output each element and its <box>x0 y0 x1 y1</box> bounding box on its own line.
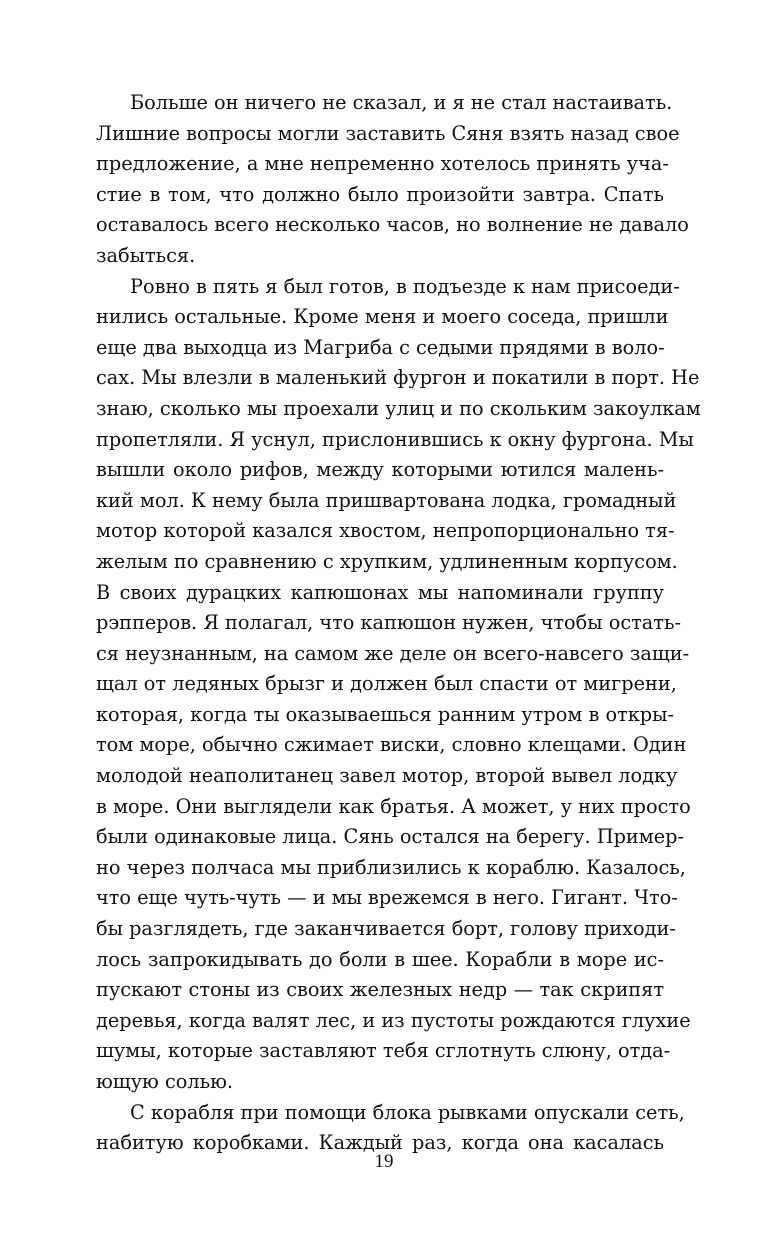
text-line: но через полчаса мы приблизились к кораблю. Казалось, <box>96 855 686 879</box>
paragraph-2 <box>96 272 701 1098</box>
text-line: что еще чуть-чуть — и мы врежемся в него. Гигант. Что- <box>96 886 678 910</box>
text-line: рэпперов. Я полагал, что капюшон нужен, чтобы остать- <box>96 611 681 635</box>
text-line: ющую солью. <box>96 1070 234 1093</box>
page-number: 19 <box>374 1151 394 1172</box>
text-line: стие в том, что должно было произойти завтра. Спать <box>96 182 664 206</box>
text-line: еще два выходца из Магриба с седыми прядями в воло- <box>96 335 665 359</box>
text-line: В своих дурацких капюшонах мы напоминали группу <box>96 580 664 604</box>
text-line: Больше он ничего не сказал, и я не стал настаивать. <box>130 91 673 114</box>
text-line: ся неузнанным, на самом же деле он всего-навсего защи- <box>96 641 690 665</box>
text-line: Ровно в пять я был готов, в подъезде к нам присоеди- <box>130 274 680 298</box>
text-line: которая, когда ты оказываешься ранним утром в откры- <box>96 702 675 726</box>
body-text <box>96 88 701 1159</box>
paragraph-1 <box>96 88 689 272</box>
text-line: забыться. <box>96 243 196 267</box>
text-line: Лишние вопросы могли заставить Сяня взять назад свое <box>96 121 680 145</box>
text-line: шумы, которые заставляют тебя сглотнуть слюну, отда- <box>96 1039 671 1063</box>
text-line: желым по сравнению с хрупким, удлиненным корпусом. <box>96 549 678 573</box>
text-line: набитую коробками. Каждый раз, когда она касалась <box>96 1131 664 1155</box>
text-line: оставалось всего несколько часов, но волнение не давало <box>96 213 689 237</box>
text-line: молодой неаполитанец завел мотор, второй вывел лодку <box>96 764 678 788</box>
text-line: предложение, а мне непременно хотелось принять уча- <box>96 152 669 176</box>
text-line: пропетляли. Я уснул, прислонившись к окну фургона. Мы <box>96 427 694 451</box>
text-line: сах. Мы влезли в маленький фургон и покатили в порт. Не <box>96 366 700 390</box>
text-line: были одинаковые лица. Сянь остался на берегу. Пример- <box>96 825 685 849</box>
text-line: вышли около рифов, между которыми ютился малень- <box>96 458 664 482</box>
text-line: щал от ледяных брызг и должен был спасти от мигрени, <box>96 672 677 696</box>
text-line: в море. Они выглядели как братья. А может, у них просто <box>96 794 691 818</box>
text-line: С корабля при помощи блока рывками опускали сеть, <box>130 1100 685 1124</box>
text-line: лось запрокидывать до боли в шее. Корабли в море ис- <box>96 947 664 971</box>
text-line: пускают стоны из своих железных недр — так скрипят <box>96 978 664 1002</box>
text-line: деревья, когда валят лес, и из пустоты рождаются глухие <box>96 1008 691 1032</box>
text-line: бы разглядеть, где заканчивается борт, голову приходи- <box>96 917 676 941</box>
text-line: мотор которой казался хвостом, непропорционально тя- <box>96 519 675 543</box>
text-line: нились остальные. Кроме меня и моего соседа, пришли <box>96 305 669 329</box>
text-line: знаю, сколько мы проехали улиц и по скольким закоулкам <box>96 396 701 420</box>
text-line: том море, обычно сжимает виски, словно клещами. Один <box>96 733 687 757</box>
text-line: кий мол. К нему была пришвартована лодка, громадный <box>96 488 677 512</box>
